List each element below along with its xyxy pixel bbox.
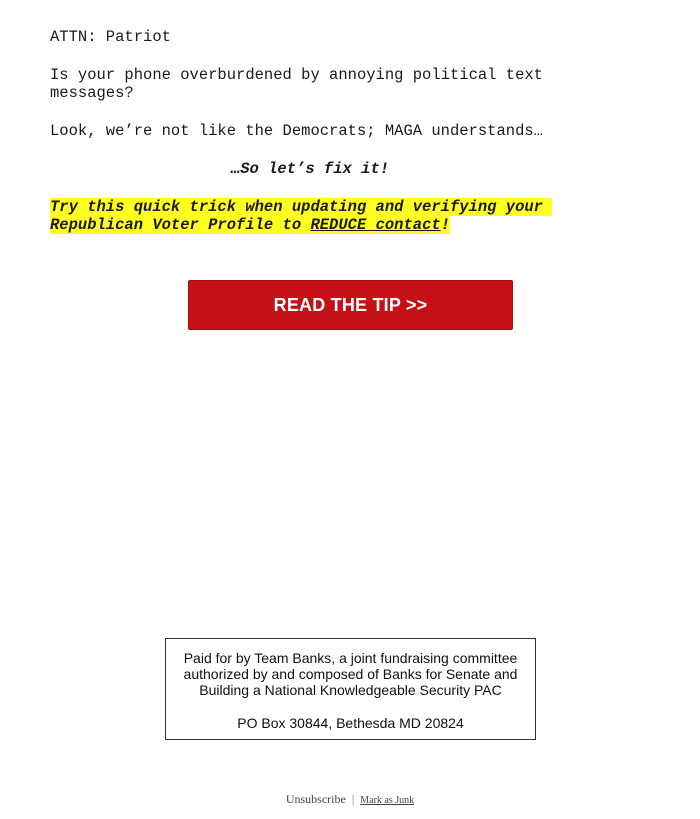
paragraph-not-like-democrats: Look, we’re not like the Democrats; MAGA understands… — [50, 122, 543, 140]
paragraph-phone-overburdened: Is your phone overburdened by annoying political text messages? — [50, 66, 553, 102]
email-body — [50, 28, 570, 254]
highlight-end: ! — [440, 216, 450, 234]
mark-as-junk-link[interactable]: Mark as Junk — [360, 795, 415, 806]
centered-fix-it-line: …So let’s fix it! — [230, 160, 390, 178]
highlight-text: Try this quick trick when updating and verifying your Republican Voter Profile to — [50, 198, 553, 234]
disclaimer-line-3: Building a National Knowledgeable Security PAC — [199, 682, 502, 698]
paid-for-disclaimer-box — [165, 638, 536, 740]
greeting: ATTN: Patriot — [50, 28, 171, 46]
footer-separator: | — [351, 792, 355, 806]
disclaimer-address: PO Box 30844, Bethesda MD 20824 — [237, 715, 464, 731]
disclaimer-line-2: authorized by and composed of Banks for Senate and — [183, 666, 518, 682]
read-the-tip-button[interactable]: READ THE TIP >> — [188, 280, 513, 330]
reduce-contact-link[interactable]: REDUCE contact — [310, 216, 441, 234]
email-footer — [0, 790, 700, 808]
disclaimer-line-1: Paid for by Team Banks, a joint fundraising committee — [183, 650, 518, 666]
highlighted-paragraph — [50, 198, 570, 234]
unsubscribe-link[interactable]: Unsubscribe — [285, 792, 346, 806]
